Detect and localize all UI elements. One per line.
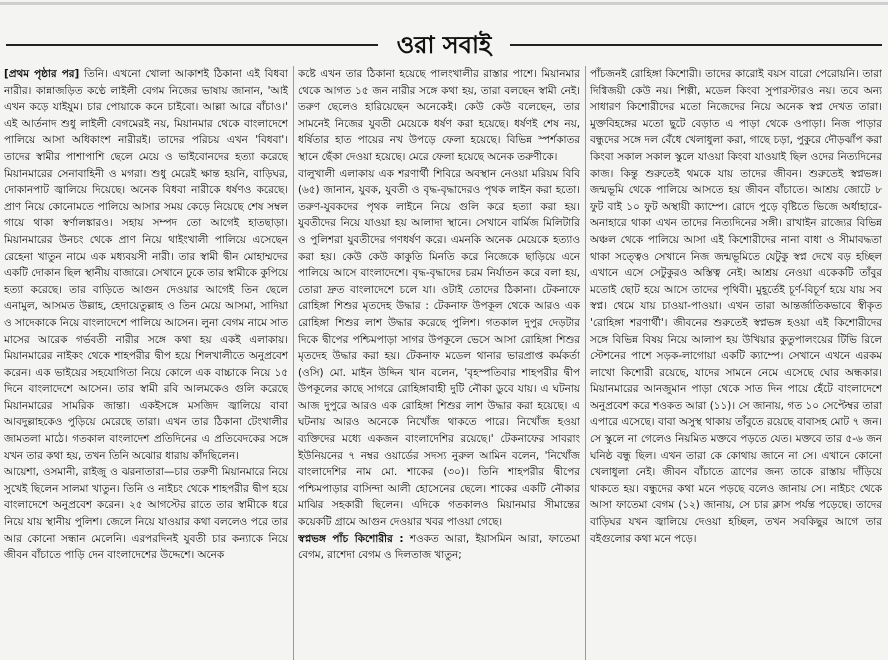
article-column-3 bbox=[590, 66, 882, 660]
paragraph bbox=[298, 166, 580, 531]
top-border bbox=[0, 2, 888, 5]
article-column-1 bbox=[4, 66, 288, 660]
paragraph bbox=[298, 531, 580, 564]
paragraph-text: কষ্টে এখন তার ঠিকানা হয়েছে পালংখালীর রাস্তার পাশে। মিয়ানমার থেকে আগত ১৫ জন নারীর সঙ্গে কথা হয়, তারা বলছেন স্বামী নেই। তরুণ ছেলেও হারিয়েছেন অনেকেই। কেউ কেউ বলেছেন, তার সামনেই নিজের যুবতী মেয়েকে ধর্ষণ করা হয়েছে। ধর্ষণই শেষ নয়, ধর্ষিতার হাত পায়ের নখ উপড়ে ফেলা হয়েছে। বিভিন্ন স্পর্শকাতর স্থানে ছেঁকা দেওয়া হয়েছে। মেরে ফেলা হয়েছে অনেক তরুণীকে। bbox=[298, 68, 580, 163]
paragraph bbox=[590, 66, 882, 547]
paragraph-text: বালুখালী এলাকায় এক শরণার্থী শিবিরে অবস্থান নেওয়া মরিয়ম বিবি (৬৫) জানান, যুবক, যুবতী ও বৃদ্ধ-বৃদ্ধাদেরও পৃথক লাইন করা হতো। তরুণ-যুবকদের পৃথক লাইনে নিয়ে গুলি করে হত্যা করা হয়। যুবতীদের নিয়ে যাওয়া হয় আলাদা স্থানে। সেখানে বার্মিজ মিলিটারি ও পুলিশরা যুবতীদের গণধর্ষণ করে। এমনকি অনেক মেয়েকে হত্যাও করা হয়। কেউ কেউ কাকুতি মিনতি করে নিজেকে ছাড়িয়ে এনে পালিয়ে আসে বাংলাদেশে। বৃদ্ধ-বৃদ্ধাদের চরম নির্যাতন করে বলা হয়, তোরা দ্রুত বাংলাদেশে চলে যা। ওটাই তোদের ঠিকানা। টেকনাফে রোহিঙ্গা শিশুর মৃতদেহ উদ্ধার : টেকনাফ উপকূল থেকে আরও এক রোহিঙ্গা শিশুর লাশ উদ্ধার করেছে পুলিশ। গতকাল দুপুর দেড়টার দিকে দ্বীপের পশ্চিমপাড়া সাগর উপকূলে ভেসে আসা রোহিঙ্গা শিশুর মৃতদেহ উদ্ধার করা হয়। টেকনাফ মডেল থানার ভারপ্রাপ্ত কর্মকর্তা (ওসি) মো. মাইন উদ্দিন খান বলেন, 'বৃহস্পতিবার শাহপরীর দ্বীপ উপকূলের কাছে সাগরে রোহিঙ্গাবাহী দুটি নৌকা ডুবে যায়। এ ঘটনায় আজ দুপুরে আরও এক রোহিঙ্গা শিশুর লাশ উদ্ধার করা হয়েছে। এ ঘটনায় আরও অনেকে নিখোঁজ থাকতে পারে। নিখোঁজ হওয়া ব্যক্তিদের মধ্যে একজন বাংলাদেশির রয়েছে।' টেকনাফের সাবরাং ইউনিয়নের ৭ নম্বর ওয়ার্ডের সদস্য নুরুল আমিন বলেন, 'নিখোঁজ বাংলাদেশির নাম মো. শাকের (৩০)। তিনি শাহপরীর দ্বীপের পশ্চিমপাড়ার বাসিন্দা আলী হোসেনের ছেলে। শাকের একটি নৌকার মাঝির সহকারী ছিলেন। এদিকে গতকালও মিয়ানমার সীমান্তের কয়েকটি গ্রামে আগুন দেওয়ার খবর পাওয়া গেছে। bbox=[298, 167, 580, 529]
column-divider bbox=[585, 66, 586, 660]
section-header bbox=[6, 30, 882, 62]
paragraph-text: পাঁচজনই রোহিঙ্গা কিশোরী। তাদের কারোই বয়স বারো পেরোয়নি। তারা দিগ্বিজয়ী কেউ নয়। শিল্পী, মডেল কিংবা সুপারস্টারও নয়। তবে অন্য সাধারণ কিশোরীদের মতো নিজেদের নিয়ে অনেক স্বপ্ন দেখত তারা। মুক্তবিহঙ্গের মতো ছুটে বেড়াত এ পাড়া থেকে ওপাড়া। নিজ পাড়ার বন্ধুদের সঙ্গে দল বেঁধে খেলাধুলা করা, গাছে চড়া, পুকুরে দৌড়ঝাঁপ করা কিংবা সকাল সকাল স্কুলে যাওয়া কিংবা যাওয়াই ছিল ওদের নিত্যদিনের কাজ। কিন্তু শুরুতেই থমকে যায় তাদের জীবন। শুরুতেই স্বপ্নভঙ্গ। জন্মভূমি থেকে পালিয়ে আসতে হয় জীবন বাঁচাতে। আশ্রয় জোটে ৮ ফুট বাই ১০ ফুট অস্থায়ী ক্যাম্পে। রোদে পুড়ে বৃষ্টিতে ভিজে অর্ধাহারে-অনাহারে থাকা এখন তাদের নিত্যদিনের সঙ্গী। রাখাইন রাজ্যের বিভিন্ন অঞ্চল থেকে পালিয়ে আসা এই কিশোরীদের নানা বাধা ও সীমাবদ্ধতা থাকা সত্ত্বেও সেখানে নিজ জন্মভূমিতে যেটুকু স্বপ্ন দেখে বড় হচ্ছিল এখানে এসে সেটুকুরও অস্তিত্ব নেই। আশ্রয় নেওয়া একেকটি তাঁবুর মতোই ছোট হয়ে আসে তাদের পৃথিবী। মুহূর্তেই চূর্ণ-বিচূর্ণ হয়ে যায় সব স্বপ্ন। থেমে যায় চাওয়া-পাওয়া। এখন তারা আন্তর্জাতিকভাবে স্বীকৃত 'রোহিঙ্গা শরণার্থী'। জীবনের শুরুতেই স্বপ্নভঙ্গ হওয়া এই কিশোরীদের সঙ্গে বিভিন্ন বিষয় নিয়ে আলাপ হয় উখিয়ার কুতুপালংয়ের টিভি রিলে স্টেশনের পাশে সড়ক-লাগোয়া একটি ক্যাম্পে। সেখানে এখনে এরকম লাখো কিশোরী রয়েছে, যাদের সামনে নেমে এসেছে ঘোর অন্ধকার। মিয়ানমারের আনজুমান পাড়া থেকে সাত দিন পায়ে হেঁটে বাংলাদেশে অনুপ্রবেশ করে শওকত আরা (১১)। সে জানায়, গত ১০ সেপ্টেম্বর তারা এপারে এসেছে। বাবা অসুস্থ থাকায় তাঁবুতে রয়েছে বাবাসহ মোট ৭ জন। সে স্কুলে না গেলেও নিয়মিত মক্তবে পড়তে যেত। মক্তবে তার ৫-৬ জন ঘনিষ্ঠ বন্ধু ছিল। এখন তারা কে কোথায় জানে না সে। এখানে কোনো খেলাধুলা নেই। জীবন বাঁচাতে ত্রাণের জন্য তাকে রাস্তায় দাঁড়িয়ে থাকতে হয়। বন্ধুদের কথা মনে পড়ছে বলেও জানায় সে। নাইচং থেকে আসা ফাতেমা বেগম (১২) জানায়, সে চার ক্লাস পর্যন্ত পড়েছে। তাদের বাড়িঘর যখন জ্বালিয়ে দেওয়া হচ্ছিল, তখন সবকিছুর আগে তার বইগুলোর কথা মনে পড়ে। bbox=[590, 68, 882, 545]
paragraph-text: শওকত আরা, ইয়াসমিন আরা, ফাতেমা বেগম, রাশেদা বেগম ও দিলতাজ খাতুন; bbox=[298, 532, 580, 562]
header-rule-right bbox=[510, 44, 882, 46]
paragraph-text: তিনি। এখনো খোলা আকাশই ঠিকানা এই বিধবা নারীর। কান্নাজড়িত কণ্ঠে লাইলী বেগম নিজের ভাষায় জানান, 'আই এখন কড়ে যাইযুম। চার পোয়াকে কনে চাইবো। আল্লা আরে বাঁচাও।' এই আর্তনাদ শুধু লাইলী বেগমেরই নয়, মিয়ানমার থেকে বাংলাদেশে পালিয়ে আসা অধিকাংশ নারীরই। তাদের পরিচয় এখন 'বিধবা'। তাদের স্বামীর পাশাপাশি ছেলে মেয়ে ও ভাইবোনদের হত্যা করেছে মিয়ানমারের সেনাবাহিনী ও মগরা। শুধু মেরেই ক্ষান্ত হয়নি, বাড়িঘর, দোকানপাট জ্বালিয়ে দিয়েছে। অনেক বিধবা নারীকে ধর্ষণও করেছে। প্রাণ নিয়ে কোনোমতে পালিয়ে আসার সময় কেড়ে নিয়েছে শেষ সম্বল গায়ে থাকা স্বর্ণালঙ্কারও। সহায় সম্পদ তো আগেই হাতছাড়া। মিয়ানমারের উনচং থেকে প্রাণ নিয়ে থাইংখালী পালিয়ে এসেছেন রেহেনা খাতুন নামে এক মধ্যবয়সী নারী। তার স্বামী দ্বীন মোহাম্মদের একটি দোকান ছিল স্থানীয় বাজারে। সেখানে ঢুকে তার স্বামীকে কুপিয়ে হত্যা করেছে। তার বাড়িতে আগুন দেওয়ার আগেই তিন ছেলে এনামুল, আসমত উল্লাহ, হেদায়েতুল্লাহ ও তিন মেয়ে আসমা, সাদিয়া ও সাদেকাকে নিয়ে বাংলাদেশে পালিয়ে আসেন। লুনা বেগম নামে সাত মাসের আরেক গর্ভবতী নারীর সঙ্গে কথা হয় একই এলাকায়। মিয়ানমারের নাইকং থেকে শাহপরীর দ্বীপ হয়ে শিলখালীতে অনুপ্রবেশ করেন। এক ভাইয়ের সহযোগিতা নিয়ে কোলে এক বাচ্চাকে নিয়ে ১৫ দিনে বাংলাদেশে আসেন। তার স্বামী রবি আলমকেও গুলি করেছে মিয়ানমারের সামরিক জান্তা। একইসঙ্গে মসজিদ জ্বালিয়ে বাবা আবদুল্লাহকেও পুড়িয়ে মেরেছে তারা। এখন তার ঠিকানা টেংখালীর জামতলা মাঠে। গতকাল বাংলাদেশ প্রতিদিনের এ প্রতিবেদকের সঙ্গে যখন তার কথা হয়, তখন তিনি অঝোর ধারায় কাঁদছিলেন। bbox=[4, 68, 288, 462]
continuation-marker: [প্রথম পৃষ্ঠার পর] bbox=[4, 68, 80, 80]
paragraph bbox=[4, 66, 288, 464]
paragraph-text: আয়েশা, ওসমানী, রাইজু ও ঝরনাতারা—চার তরুণী মিয়ানমারে নিয়ে সুখেই ছিলেন সালমা খাতুন। তিনি ও নাইচং থেকে শাহপরীর দ্বীপ হয়ে বাংলাদেশে অনুপ্রবেশ করেন। ২৫ আগস্টের রাতে তার স্বামীকে ধরে নিয়ে যায় স্থানীয় পুলিশ। জেলে নিয়ে যাওয়ার কথা বললেও পরে তার আর কোনো সন্ধান মেলেনি। এরপরদিনই যুবতী চার কন্যাকে নিয়ে জীবন বাঁচাতে পাড়ি দেন বাংলাদেশের উদ্দেশে। অনেক bbox=[4, 466, 288, 562]
subheading: স্বপ্নভঙ্গ পাঁচ কিশোরীর : bbox=[298, 532, 404, 545]
paragraph bbox=[4, 464, 288, 564]
column-divider bbox=[293, 66, 294, 660]
section-title: ওরা সবাই bbox=[396, 30, 492, 59]
paragraph bbox=[298, 66, 580, 166]
article-column-2 bbox=[298, 66, 580, 660]
header-rule-left bbox=[6, 44, 378, 46]
